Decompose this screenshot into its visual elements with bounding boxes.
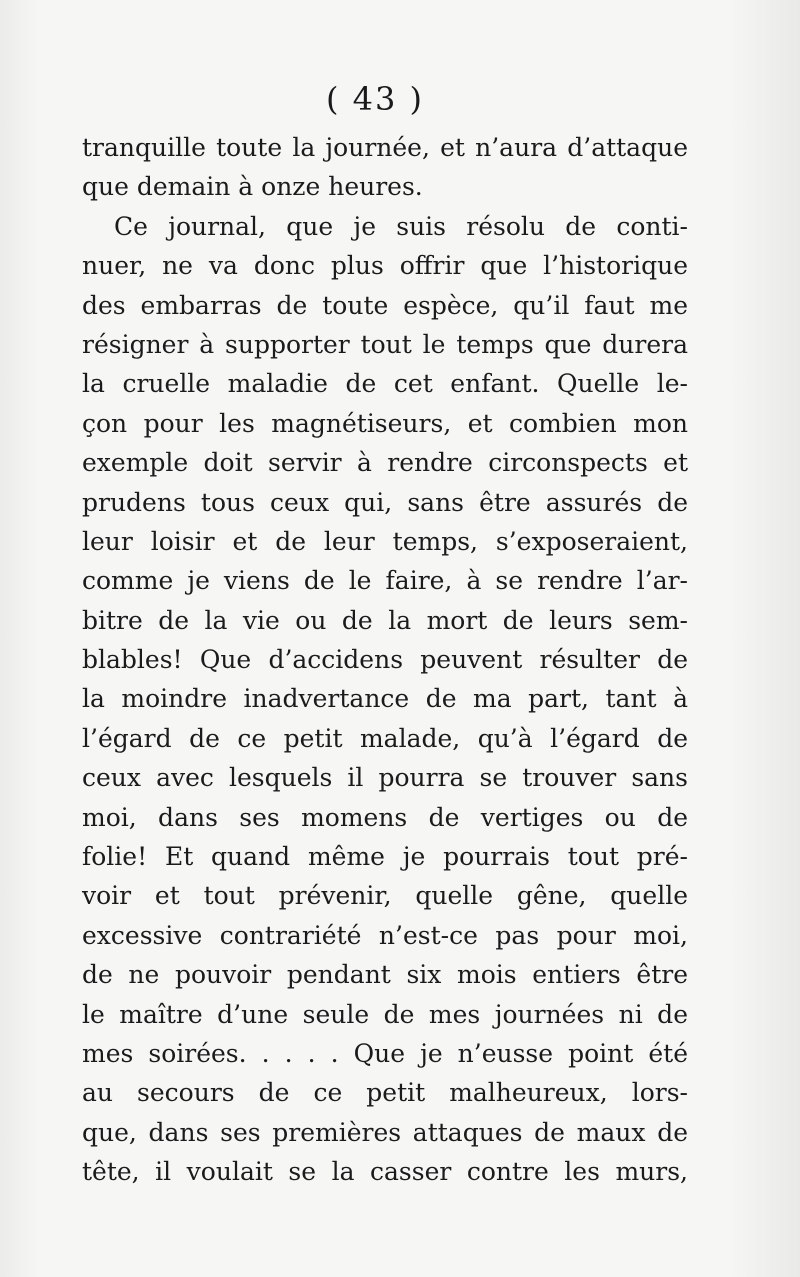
text-line: voir et tout prévenir, quelle gêne, quelle (82, 881, 688, 911)
text-line: que demain à onze heures. (82, 172, 423, 202)
text-line: blables! Que d’accidens peuvent résulter de (82, 645, 688, 675)
text-line: la cruelle maladie de cet enfant. Quelle le- (82, 369, 688, 399)
text-line: leur loisir et de leur temps, s’exposeraient, (82, 526, 688, 556)
text-line: exemple doit servir à rendre circonspects et (82, 448, 688, 478)
text-line: au secours de ce petit malheureux, lors- (82, 1078, 688, 1108)
text-line: comme je viens de le faire, à se rendre l’ar- (82, 566, 688, 596)
text-line: la moindre inadvertance de ma part, tant à (82, 684, 688, 714)
text-line: Ce journal, que je suis résolu de conti- (114, 211, 688, 241)
text-line: mes soirées. . . . . Que je n’eusse point été (82, 1038, 688, 1068)
text-line: çon pour les magnétiseurs, et combien mon (82, 408, 688, 438)
text-line: l’égard de ce petit malade, qu’à l’égard de (82, 723, 688, 753)
text-line: résigner à supporter tout le temps que durera (82, 329, 688, 359)
text-line: le maître d’une seule de mes journées ni de (82, 999, 688, 1029)
text-line: moi, dans ses momens de vertiges ou de (82, 802, 688, 832)
text-line: ceux avec lesquels il pourra se trouver sans (82, 763, 688, 793)
text-line: des embarras de toute espèce, qu’il faut me (82, 290, 688, 320)
text-line: nuer, ne va donc plus offrir que l’historique (82, 251, 688, 281)
text-line: folie! Et quand même je pourrais tout pré- (82, 842, 688, 872)
page-edge-shade (730, 0, 800, 1277)
page-number: ( 43 ) (325, 80, 425, 118)
page-gutter-shade (0, 0, 40, 1277)
text-line: prudens tous ceux qui, sans être assurés de (82, 487, 688, 517)
body-text (82, 128, 688, 1192)
text-line: excessive contrariété n’est-ce pas pour moi, (82, 920, 688, 950)
text-line: tête, il voulait se la casser contre les murs, (82, 1157, 688, 1187)
text-line: de ne pouvoir pendant six mois entiers être (82, 960, 688, 990)
text-line: tranquille toute la journée, et n’aura d’attaque (82, 133, 688, 162)
text-line: que, dans ses premières attaques de maux de (82, 1117, 688, 1147)
text-line: bitre de la vie ou de la mort de leurs sem- (82, 605, 688, 635)
